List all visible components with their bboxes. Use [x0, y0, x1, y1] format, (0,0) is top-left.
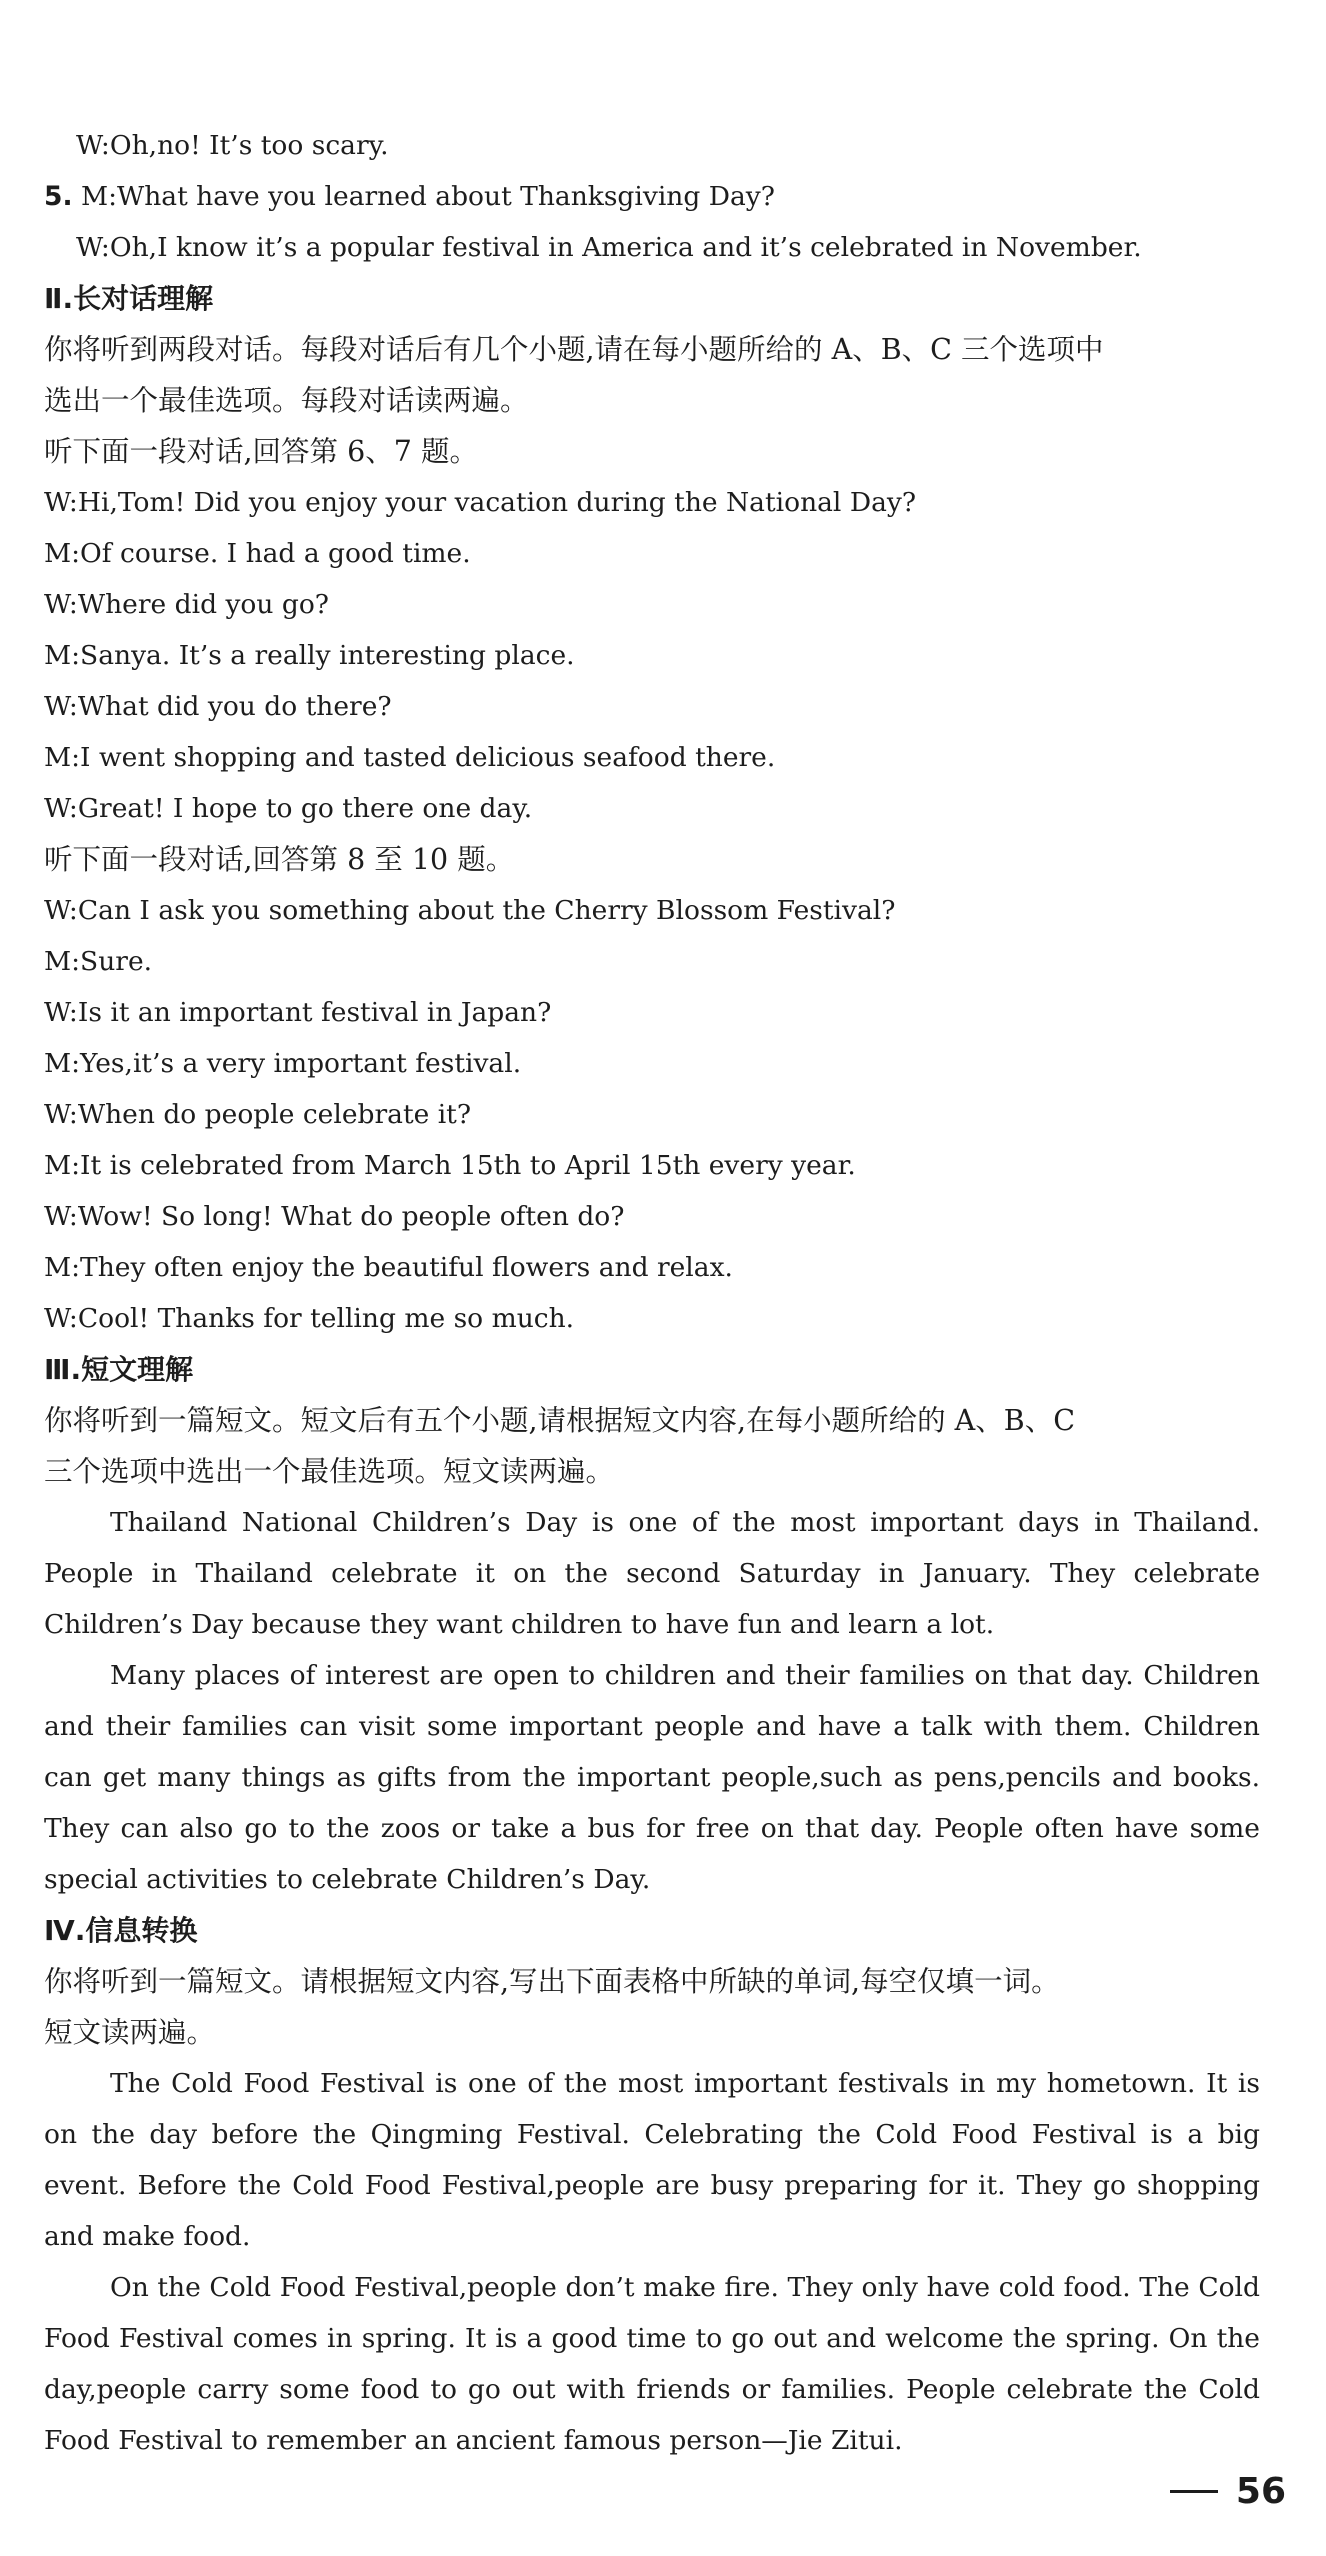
dialog-2-intro: 听下面一段对话,回答第 8 至 10 题。 [44, 843, 515, 876]
q5-man-line [44, 171, 1260, 222]
section-4-title: Ⅳ.信息转换 [44, 1914, 198, 1947]
dialog-line: M:Of course. I had a good time. [44, 538, 471, 569]
dialog-line: M:Yes,it’s a very important festival. [44, 1048, 522, 1079]
passage-paragraph: Many places of interest are open to children and their families on that day. Children and their families can visit some important people and have a talk with them. Children can get many things as gifts from the important people,such as pens,pencils and books. They can also go to the zoos or take a bus for free on that day. People often have some special activities to celebrate Children’s Day. [44, 1660, 1260, 1895]
question-number: 5. [44, 181, 73, 212]
dialog-line: W:What did you do there? [44, 691, 392, 722]
dialog-line: W:When do people celebrate it? [44, 1099, 472, 1130]
dialog-1-intro: 听下面一段对话,回答第 6、7 题。 [44, 435, 478, 468]
section-4-instruction-1: 你将听到一篇短文。请根据短文内容,写出下面表格中所缺的单词,每空仅填一词。 [44, 1965, 1060, 1998]
dialog-line: W:Wow! So long! What do people often do? [44, 1201, 625, 1232]
section-3-instruction-1: 你将听到一篇短文。短文后有五个小题,请根据短文内容,在每小题所给的 A、B、C [44, 1404, 1076, 1437]
section-3-instruction-2: 三个选项中选出一个最佳选项。短文读两遍。 [44, 1455, 615, 1488]
q5-woman-line: W:Oh,I know it’s a popular festival in America and it’s celebrated in November. [76, 232, 1142, 263]
passage-paragraph: The Cold Food Festival is one of the most important festivals in my hometown. It is on the day before the Qingming Festival. Celebrating the Cold Food Festival is a big event. Before the Cold Food Festival,people are busy preparing for it. They go shopping and make food. [44, 2068, 1260, 2252]
dialog-line: M:They often enjoy the beautiful flowers and relax. [44, 1252, 733, 1283]
section-2-title: Ⅱ.长对话理解 [44, 282, 214, 315]
dialog-line: W:Can I ask you something about the Cherry Blossom Festival? [44, 895, 896, 926]
dialog-line: W:Hi,Tom! Did you enjoy your vacation during the National Day? [44, 487, 917, 518]
section-3-title: Ⅲ.短文理解 [44, 1353, 194, 1386]
dialog-line: M:Sanya. It’s a really interesting place. [44, 640, 575, 671]
dialog-line: M:I went shopping and tasted delicious seafood there. [44, 742, 776, 773]
dialog-line: W:Great! I hope to go there one day. [44, 793, 533, 824]
dialog-line: M:It is celebrated from March 15th to April 15th every year. [44, 1150, 856, 1181]
dialog-line: M:Sure. [44, 946, 153, 977]
footer-dash [1170, 2490, 1218, 2493]
dialog-line: W:Is it an important festival in Japan? [44, 997, 552, 1028]
dialog-line: W:Cool! Thanks for telling me so much. [44, 1303, 575, 1334]
page-content [44, 120, 1260, 2466]
q4-woman-line: W:Oh,no! It’s too scary. [76, 130, 389, 161]
section-4-instruction-2: 短文读两遍。 [44, 2016, 216, 2049]
section-2-instruction-1: 你将听到两段对话。每段对话后有几个小题,请在每小题所给的 A、B、C 三个选项中 [44, 333, 1104, 366]
q5-man-text: M:What have you learned about Thanksgiving Day? [72, 181, 775, 212]
passage-paragraph: Thailand National Children’s Day is one of the most important days in Thailand. People in Thailand celebrate it on the second Saturday in January. They celebrate Children’s Day because they want children to have fun and learn a lot. [44, 1507, 1260, 1640]
section-2-instruction-2: 选出一个最佳选项。每段对话读两遍。 [44, 384, 529, 417]
page-number: 56 [1235, 2471, 1286, 2512]
passage-paragraph: On the Cold Food Festival,people don’t make fire. They only have cold food. The Cold Food Festival comes in spring. It is a good time to go out and welcome the spring. On the day,people carry some food to go out with friends or families. People celebrate the Cold Food Festival to remember an ancient famous person—Jie Zitui. [44, 2272, 1260, 2456]
page-footer [1170, 2471, 1286, 2512]
dialog-line: W:Where did you go? [44, 589, 329, 620]
